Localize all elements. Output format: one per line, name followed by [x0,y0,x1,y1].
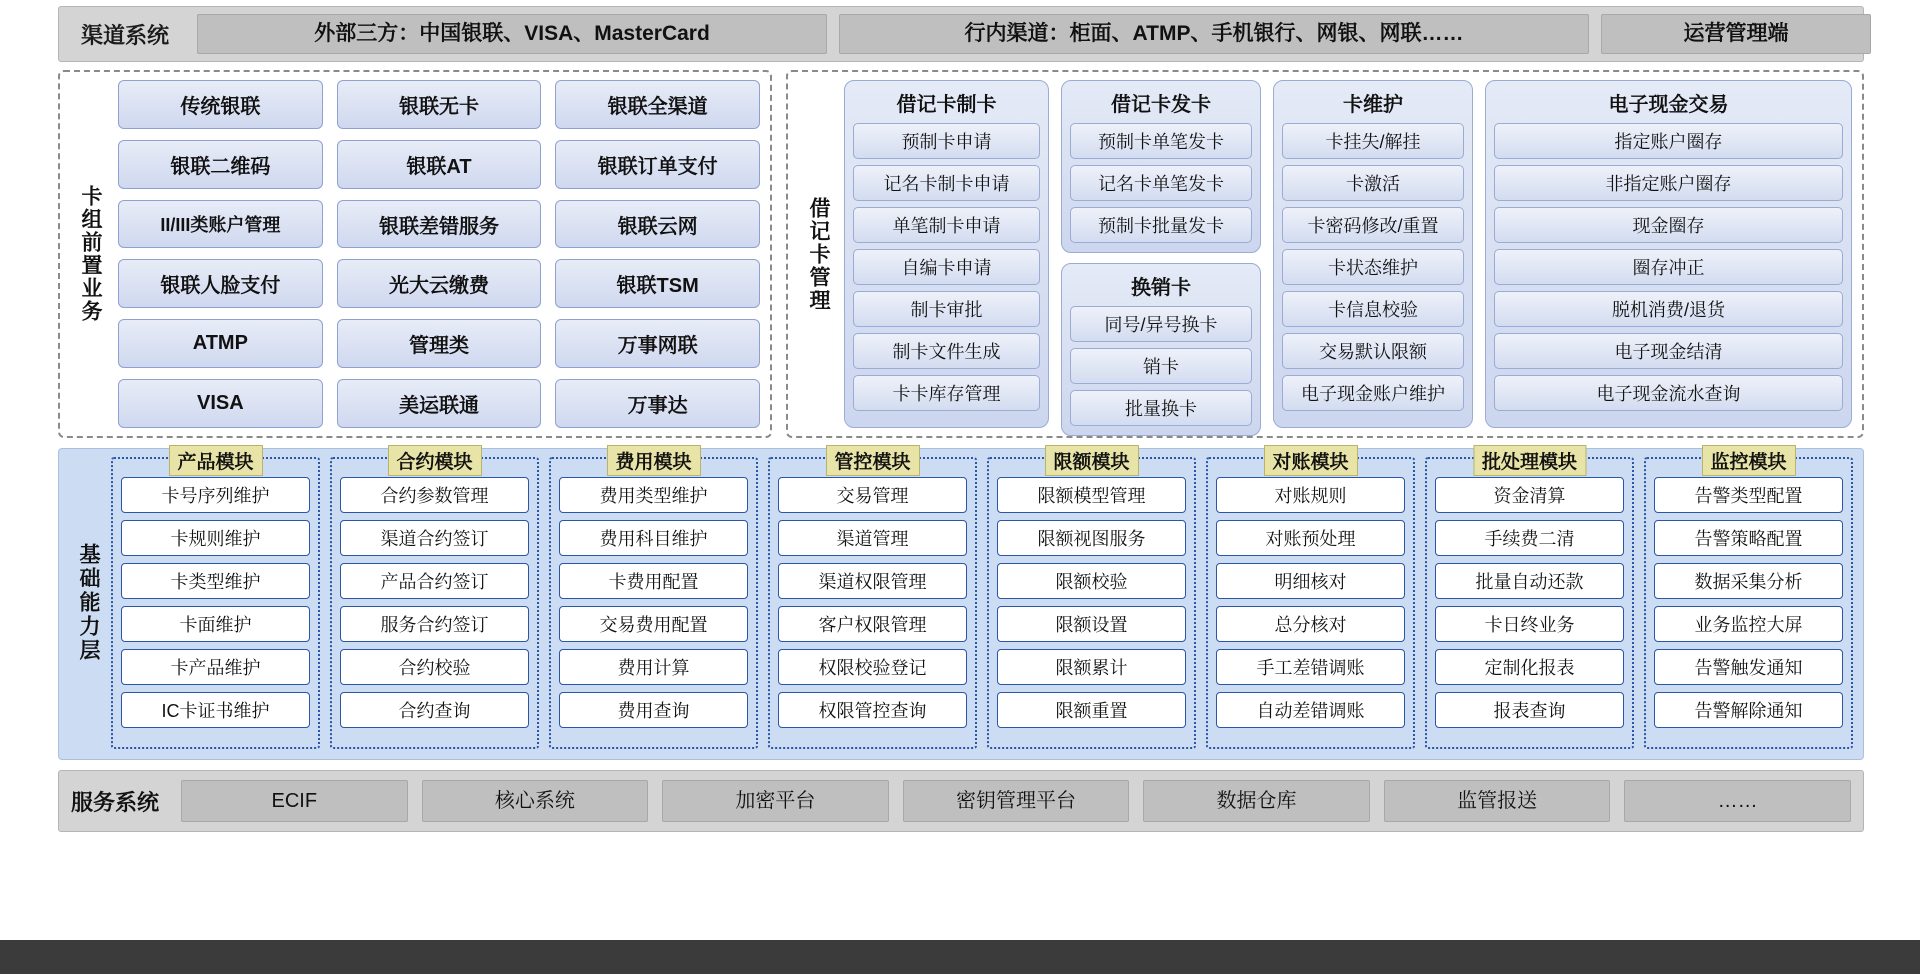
card-org-grid [110,80,760,428]
module-item: 合约校验 [340,649,529,685]
module-item: 费用查询 [559,692,748,728]
debit-card-panel [786,70,1864,438]
module-product [111,452,320,749]
module-limit [987,452,1196,749]
group-item: 电子现金结清 [1494,333,1843,369]
service-system-title: 服务系统 [71,789,160,815]
group-item: 批量换卡 [1070,390,1252,426]
card-org-item: VISA [118,379,323,428]
module-item: 客户权限管理 [778,606,967,642]
group-ecash-transactions [1485,80,1852,428]
group-item: 卡密码修改/重置 [1282,207,1464,243]
module-item: 自动差错调账 [1216,692,1405,728]
module-item: 费用类型维护 [559,477,748,513]
service-system-band [58,770,1864,832]
group-item: 销卡 [1070,348,1252,384]
module-fee [549,452,758,749]
group-title: 借记卡制卡 [896,94,997,116]
group-item: 预制卡批量发卡 [1070,207,1252,243]
module-title: 合约模块 [387,445,481,476]
module-item: 批量自动还款 [1435,563,1624,599]
card-org-item: 银联二维码 [118,140,323,189]
module-title: 费用模块 [606,445,700,476]
group-item: 自编卡申请 [853,249,1040,285]
service-item-regulatory-reporting: 监管报送 [1384,780,1611,822]
module-item: 渠道管理 [778,520,967,556]
group-item: 脱机消费/退货 [1494,291,1843,327]
module-monitoring [1644,452,1853,749]
module-item: 卡产品维护 [121,649,310,685]
module-item: 限额累计 [997,649,1186,685]
group-title: 换销卡 [1131,277,1191,299]
module-title: 产品模块 [168,445,262,476]
module-item: 交易费用配置 [559,606,748,642]
module-item: 告警策略配置 [1654,520,1843,556]
module-item: 数据采集分析 [1654,563,1843,599]
group-card-production [844,80,1049,428]
group-item: 预制卡单笔发卡 [1070,123,1252,159]
module-item: 限额模型管理 [997,477,1186,513]
channel-internal: 行内渠道：柜面、ATMP、手机银行、网银、网联…… [839,14,1589,54]
module-item: 限额设置 [997,606,1186,642]
channel-system-band [58,6,1864,62]
card-org-item: ATMP [118,319,323,368]
card-org-item: 银联订单支付 [555,140,760,189]
group-item: 圈存冲正 [1494,249,1843,285]
module-item: 资金清算 [1435,477,1624,513]
module-item: 明细核对 [1216,563,1405,599]
card-org-item: 管理类 [337,319,542,368]
channel-external-third-party: 外部三方：中国银联、VISA、MasterCard [197,14,827,54]
group-item: 指定账户圈存 [1494,123,1843,159]
card-org-item: 万事达 [555,379,760,428]
service-item-encryption: 加密平台 [662,780,889,822]
group-item: 电子现金流水查询 [1494,375,1843,411]
module-item: 总分核对 [1216,606,1405,642]
service-item-data-warehouse: 数据仓库 [1143,780,1370,822]
architecture-diagram [58,6,1864,926]
module-title: 对账模块 [1263,445,1357,476]
module-item: 限额重置 [997,692,1186,728]
card-org-item: 银联全渠道 [555,80,760,129]
group-item: 卡激活 [1282,165,1464,201]
module-title: 管控模块 [825,445,919,476]
group-item: 制卡审批 [853,291,1040,327]
module-item: 合约查询 [340,692,529,728]
group-item: 现金圈存 [1494,207,1843,243]
card-org-label: 卡组前置业务 [79,185,103,323]
module-item: 报表查询 [1435,692,1624,728]
debit-card-columns [838,80,1852,428]
base-modules [111,452,1853,749]
module-item: 费用计算 [559,649,748,685]
debit-card-label: 借记卡管理 [807,196,831,312]
card-org-item: 银联AT [337,140,542,189]
module-item: 渠道合约签订 [340,520,529,556]
module-item: 卡日终业务 [1435,606,1624,642]
module-item: 定制化报表 [1435,649,1624,685]
module-item: 产品合约签订 [340,563,529,599]
module-item: 渠道权限管理 [778,563,967,599]
module-item: 合约参数管理 [340,477,529,513]
group-item: 同号/异号换卡 [1070,306,1252,342]
card-org-item: 银联差错服务 [337,200,542,249]
service-item-more: …… [1624,780,1851,822]
channel-operations-console: 运营管理端 [1601,14,1871,54]
module-title: 限额模块 [1044,445,1138,476]
card-org-item: 银联人脸支付 [118,259,323,308]
group-item: 记名卡制卡申请 [853,165,1040,201]
module-item: 限额校验 [997,563,1186,599]
group-item: 卡挂失/解挂 [1282,123,1464,159]
service-item-ecif: ECIF [181,780,408,822]
card-org-item: 传统银联 [118,80,323,129]
module-control [768,452,977,749]
card-org-panel [58,70,772,438]
module-item: 告警类型配置 [1654,477,1843,513]
group-item: 卡卡库存管理 [853,375,1040,411]
issue-and-exchange-stack [1061,80,1261,428]
group-item: 电子现金账户维护 [1282,375,1464,411]
group-card-maintenance [1273,80,1473,428]
service-item-key-management: 密钥管理平台 [903,780,1130,822]
module-title: 批处理模块 [1473,445,1586,476]
group-card-exchange-cancel [1061,263,1261,436]
group-card-issuing [1061,80,1261,253]
module-item: 手续费二清 [1435,520,1624,556]
group-title: 电子现金交易 [1608,94,1729,116]
group-item: 卡状态维护 [1282,249,1464,285]
module-item: 卡号序列维护 [121,477,310,513]
module-item: 对账规则 [1216,477,1405,513]
module-item: 卡类型维护 [121,563,310,599]
group-item: 单笔制卡申请 [853,207,1040,243]
group-item: 交易默认限额 [1282,333,1464,369]
module-item: 告警解除通知 [1654,692,1843,728]
module-item: 费用科目维护 [559,520,748,556]
card-org-item: 万事网联 [555,319,760,368]
base-layer-label: 基础能力层 [77,543,101,663]
card-org-item: 银联云网 [555,200,760,249]
service-item-core: 核心系统 [422,780,649,822]
module-item: 告警触发通知 [1654,649,1843,685]
module-item: 业务监控大屏 [1654,606,1843,642]
module-item: 卡规则维护 [121,520,310,556]
group-title: 卡维护 [1343,94,1403,116]
group-item: 制卡文件生成 [853,333,1040,369]
module-item: 交易管理 [778,477,967,513]
module-batch [1425,452,1634,749]
module-title: 监控模块 [1701,445,1795,476]
channel-system-title: 渠道系统 [81,22,170,48]
card-org-item: 银联无卡 [337,80,542,129]
module-item: 手工差错调账 [1216,649,1405,685]
middle-row [58,70,1864,438]
group-item: 非指定账户圈存 [1494,165,1843,201]
module-item: 服务合约签订 [340,606,529,642]
module-item: 权限管控查询 [778,692,967,728]
card-org-item: II/III类账户管理 [118,200,323,249]
module-item: 权限校验登记 [778,649,967,685]
group-title: 借记卡发卡 [1111,94,1211,116]
bottom-bar [0,940,1920,974]
module-contract [330,452,539,749]
group-item: 记名卡单笔发卡 [1070,165,1252,201]
group-item: 卡信息校验 [1282,291,1464,327]
module-item: 限额视图服务 [997,520,1186,556]
module-reconciliation [1206,452,1415,749]
module-item: IC卡证书维护 [121,692,310,728]
card-org-item: 银联TSM [555,259,760,308]
card-org-item: 美运联通 [337,379,542,428]
module-item: 卡费用配置 [559,563,748,599]
module-item: 对账预处理 [1216,520,1405,556]
group-item: 预制卡申请 [853,123,1040,159]
card-org-item: 光大云缴费 [337,259,542,308]
module-item: 卡面维护 [121,606,310,642]
base-capability-layer [58,448,1864,760]
